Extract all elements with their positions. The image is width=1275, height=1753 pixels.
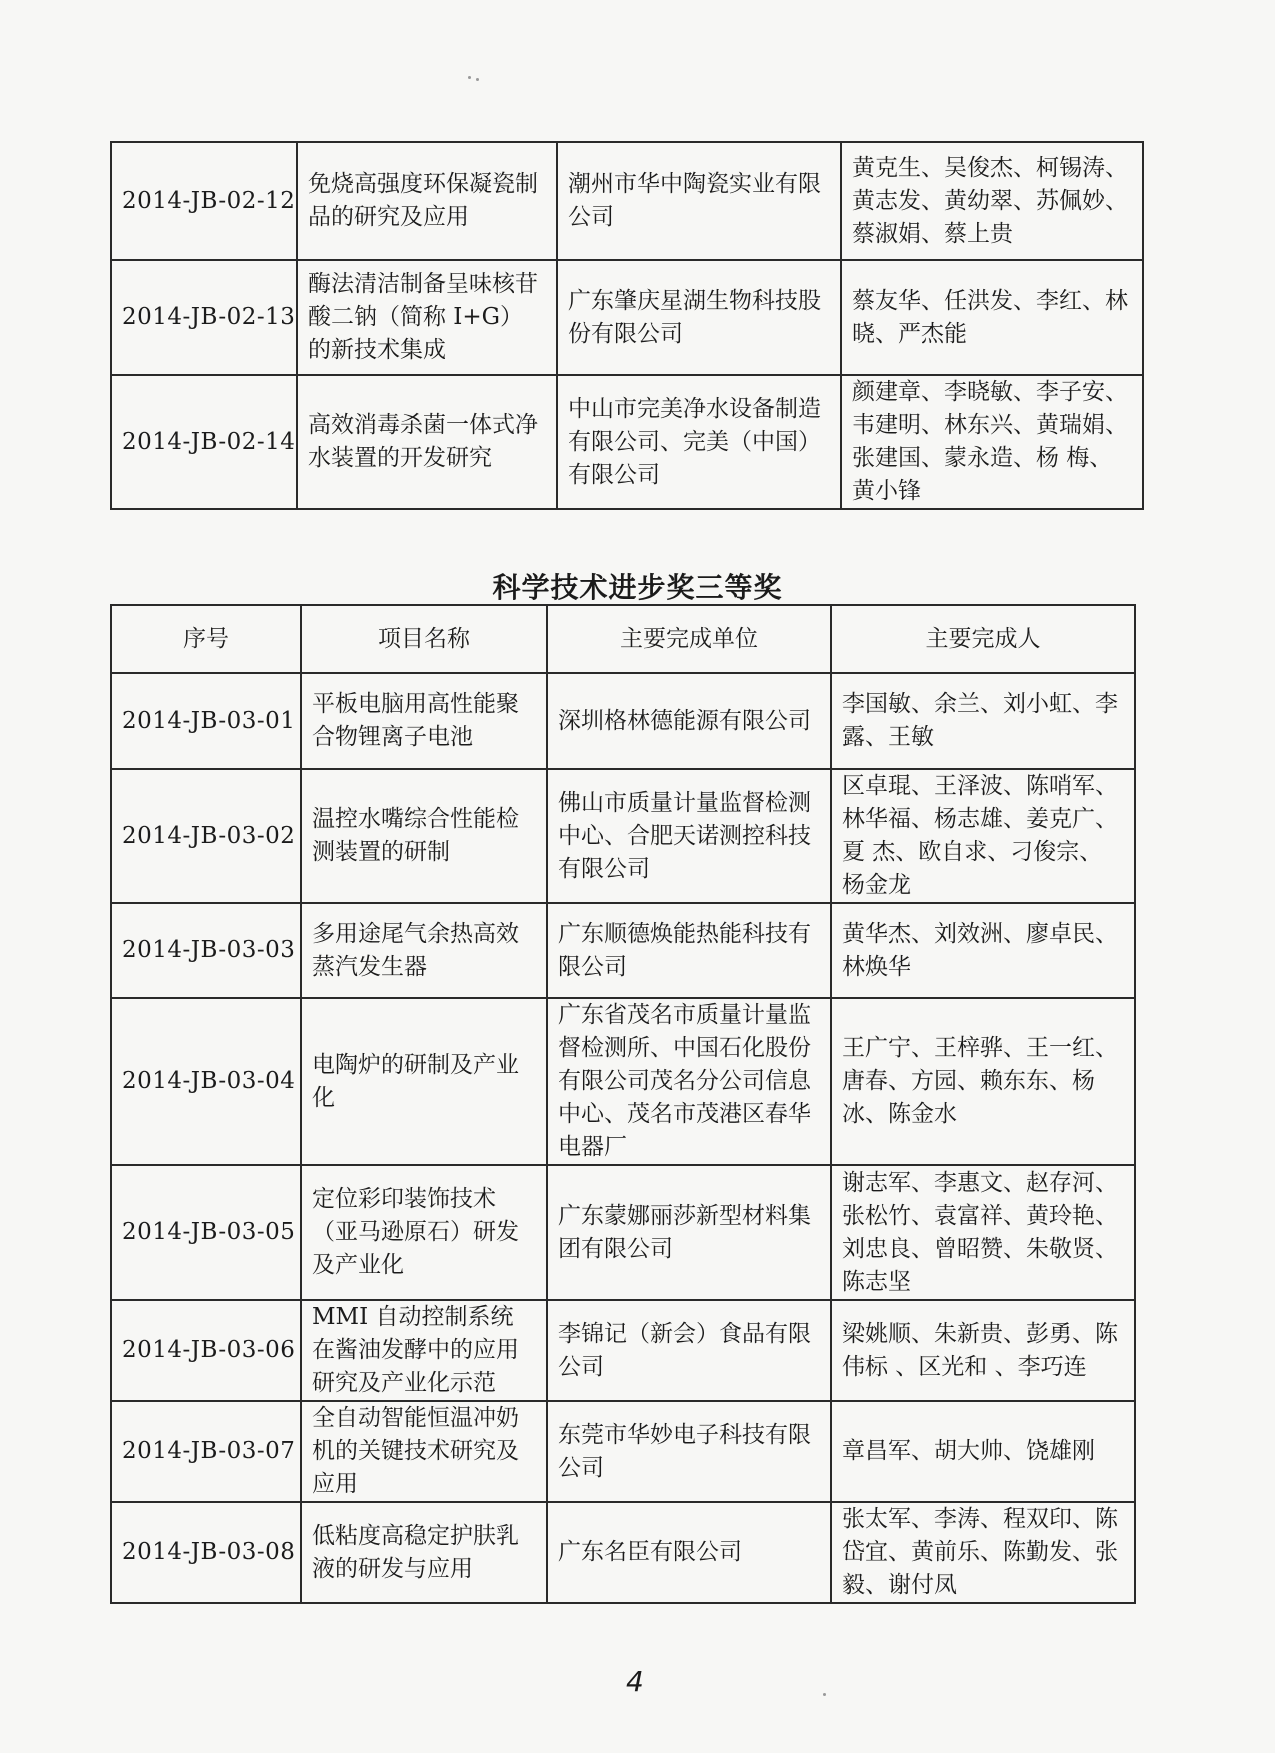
header-persons: 主要完成人 xyxy=(831,605,1135,673)
completing-unit: 广东肇庆星湖生物科技股份有限公司 xyxy=(557,260,841,375)
project-name: 温控水嘴综合性能检测装置的研制 xyxy=(301,769,547,903)
completing-persons: 李国敏、余兰、刘小虹、李露、王敏 xyxy=(831,673,1135,769)
completing-persons: 区卓琨、王泽波、陈哨军、林华福、杨志雄、姜克广、夏 杰、欧自求、刁俊宗、杨金龙 xyxy=(831,769,1135,903)
row-id: 2014-JB-02-14 xyxy=(111,375,297,509)
table-row xyxy=(111,142,1143,260)
project-name: 低粘度高稳定护肤乳液的研发与应用 xyxy=(301,1502,547,1603)
table-row xyxy=(111,260,1143,375)
completing-persons: 梁姚顺、朱新贵、彭勇、陈伟标 、区光和 、李巧连 xyxy=(831,1300,1135,1401)
completing-persons: 张太军、李涛、程双印、陈岱宜、黄前乐、陈勤发、张毅、谢付凤 xyxy=(831,1502,1135,1603)
header-no: 序号 xyxy=(111,605,301,673)
row-id: 2014-JB-03-06 xyxy=(111,1300,301,1401)
completing-persons: 章昌军、胡大帅、饶雄刚 xyxy=(831,1401,1135,1502)
table-row xyxy=(111,998,1135,1165)
page-number: 4 xyxy=(626,1665,644,1698)
row-id: 2014-JB-03-04 xyxy=(111,998,301,1165)
row-id: 2014-JB-03-07 xyxy=(111,1401,301,1502)
completing-unit: 中山市完美净水设备制造有限公司、完美（中国）有限公司 xyxy=(557,375,841,509)
completing-unit: 东莞市华妙电子科技有限公司 xyxy=(547,1401,831,1502)
project-name: 酶法清洁制备呈味核苷酸二钠（简称 I+G）的新技术集成 xyxy=(297,260,557,375)
row-id: 2014-JB-03-03 xyxy=(111,903,301,998)
completing-unit: 深圳格林德能源有限公司 xyxy=(547,673,831,769)
row-id: 2014-JB-03-05 xyxy=(111,1165,301,1300)
completing-unit: 广东蒙娜丽莎新型材料集团有限公司 xyxy=(547,1165,831,1300)
scan-speck xyxy=(468,76,471,79)
project-name: 多用途尾气余热高效蒸汽发生器 xyxy=(301,903,547,998)
project-name: 定位彩印装饰技术（亚马逊原石）研发及产业化 xyxy=(301,1165,547,1300)
completing-persons: 蔡友华、任洪发、李红、林晓、严杰能 xyxy=(841,260,1143,375)
completing-persons: 谢志军、李惠文、赵存河、张松竹、袁富祥、黄玲艳、刘忠良、曾昭赞、朱敬贤、陈志坚 xyxy=(831,1165,1135,1300)
award-table-second-prize-continued xyxy=(110,141,1144,510)
completing-unit: 李锦记（新会）食品有限公司 xyxy=(547,1300,831,1401)
header-unit: 主要完成单位 xyxy=(547,605,831,673)
table-row xyxy=(111,1401,1135,1502)
project-name: 电陶炉的研制及产业化 xyxy=(301,998,547,1165)
project-name: 平板电脑用高性能聚合物锂离子电池 xyxy=(301,673,547,769)
completing-unit: 广东名臣有限公司 xyxy=(547,1502,831,1603)
table-row xyxy=(111,903,1135,998)
table-row xyxy=(111,769,1135,903)
row-id: 2014-JB-03-01 xyxy=(111,673,301,769)
table-row xyxy=(111,673,1135,769)
project-name: 免烧高强度环保凝瓷制品的研究及应用 xyxy=(297,142,557,260)
project-name: 高效消毒杀菌一体式净水装置的开发研究 xyxy=(297,375,557,509)
completing-persons: 颜建章、李晓敏、李子安、韦建明、林东兴、黄瑞娟、张建国、蒙永造、杨 梅、黄小锋 xyxy=(841,375,1143,509)
completing-unit: 佛山市质量计量监督检测中心、合肥天诺测控科技有限公司 xyxy=(547,769,831,903)
completing-persons: 黄克生、吴俊杰、柯锡涛、黄志发、黄幼翠、苏佩妙、蔡淑娟、蔡上贵 xyxy=(841,142,1143,260)
completing-unit: 广东顺德焕能热能科技有限公司 xyxy=(547,903,831,998)
table-row xyxy=(111,1165,1135,1300)
section-title: 科学技术进步奖三等奖 xyxy=(492,571,783,604)
completing-persons: 黄华杰、刘效洲、廖卓民、林焕华 xyxy=(831,903,1135,998)
completing-unit: 潮州市华中陶瓷实业有限公司 xyxy=(557,142,841,260)
header-project: 项目名称 xyxy=(301,605,547,673)
scan-speck xyxy=(476,78,479,81)
award-table-third-prize xyxy=(110,604,1136,1604)
table-header-row xyxy=(111,605,1135,673)
project-name: 全自动智能恒温冲奶机的关键技术研究及应用 xyxy=(301,1401,547,1502)
row-id: 2014-JB-02-12 xyxy=(111,142,297,260)
project-name: MMI 自动控制系统在酱油发酵中的应用研究及产业化示范 xyxy=(301,1300,547,1401)
scan-speck xyxy=(823,1693,826,1696)
row-id: 2014-JB-03-08 xyxy=(111,1502,301,1603)
row-id: 2014-JB-03-02 xyxy=(111,769,301,903)
table-row xyxy=(111,375,1143,509)
table-row xyxy=(111,1502,1135,1603)
completing-persons: 王广宁、王梓骅、王一红、唐春、方园、赖东东、杨冰、陈金水 xyxy=(831,998,1135,1165)
row-id: 2014-JB-02-13 xyxy=(111,260,297,375)
table-row xyxy=(111,1300,1135,1401)
completing-unit: 广东省茂名市质量计量监督检测所、中国石化股份有限公司茂名分公司信息中心、茂名市茂港区春华电器厂 xyxy=(547,998,831,1165)
